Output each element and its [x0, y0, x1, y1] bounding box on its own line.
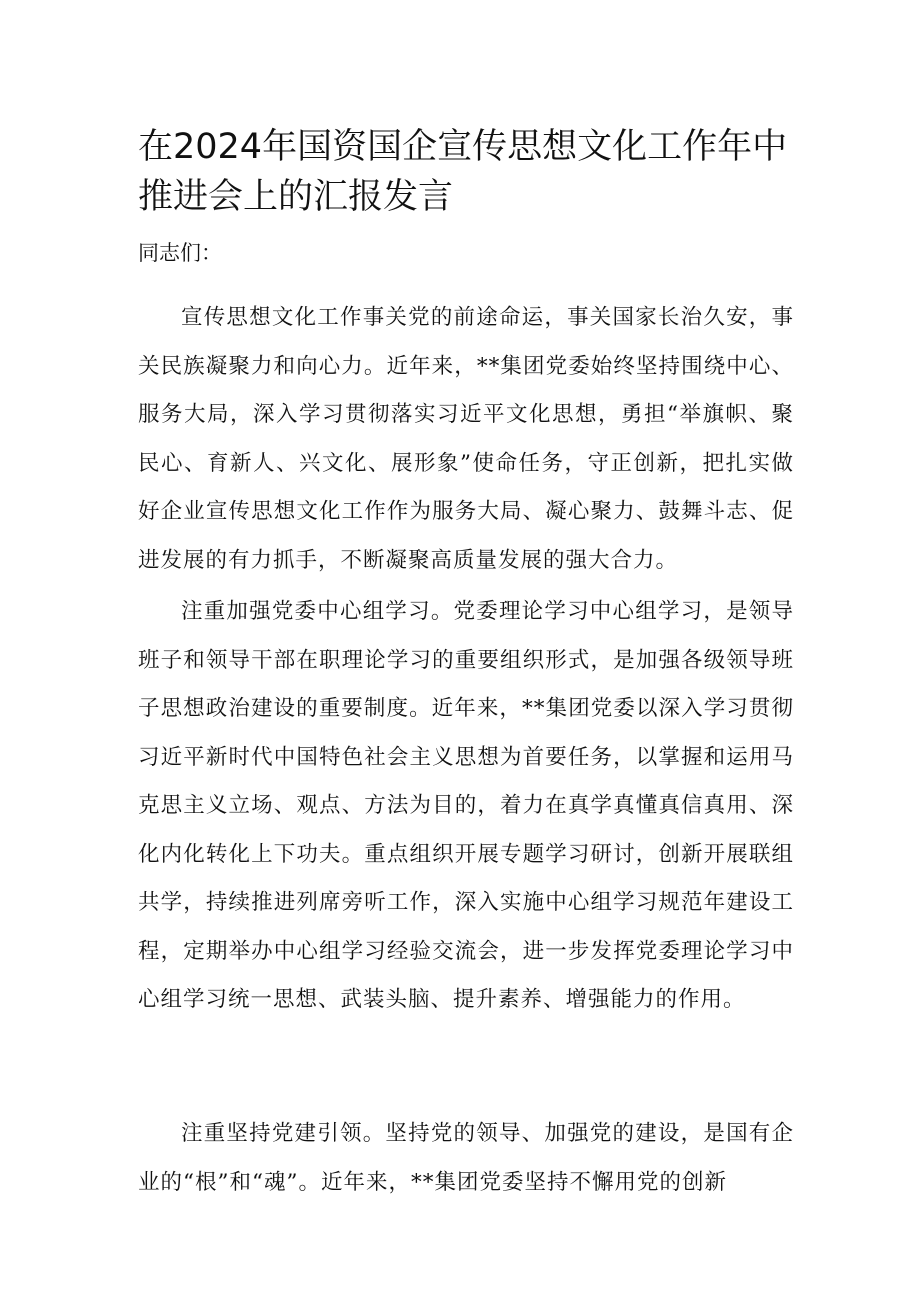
document-title: 在2024年国资国企宣传思想文化工作年中推进会上的汇报发言: [138, 127, 788, 217]
paragraph-study: 注重加强党委中心组学习。党委理论学习中心组学习，是领导班子和领导干部在职理论学习的重要组织形式，是加强各级领导班子思想政治建设的重要制度。近年来，**集团党委以深入学习贯彻习近平新时代中国特色社会主义思想为首要任务，以掌握和运用马克思主义立场、观点、方法为目的，着力在真学真懂真信真用、深化内化转化上下功夫。重点组织开展专题学习研讨，创新开展联组共学，持续推进列席旁听工作，深入实施中心组学习规范年建设工程，定期举办中心组学习经验交流会，进一步发挥党委理论学习中心组学习统一思想、武装头脑、提升素养、增强能力的作用。: [138, 599, 794, 1012]
paragraph-intro: 宣传思想文化工作事关党的前途命运，事关国家长治久安，事关民族凝聚力和向心力。近年来，**集团党委始终坚持围绕中心、服务大局，深入学习贯彻落实习近平文化思想，勇担“举旗帜、聚民心、育新人、兴文化、展形象”使命任务，守正创新，把扎实做好企业宣传思想文化工作作为服务大局、凝心聚力、鼓舞斗志、促进发展的有力抓手，不断凝聚高质量发展的强大合力。: [138, 305, 794, 573]
salutation: 同志们：: [138, 241, 222, 265]
paragraph-party-building: 注重坚持党建引领。坚持党的领导、加强党的建设，是国有企业的“根”和“魂”。近年来，**集团党委坚持不懈用党的创新: [138, 1121, 794, 1195]
